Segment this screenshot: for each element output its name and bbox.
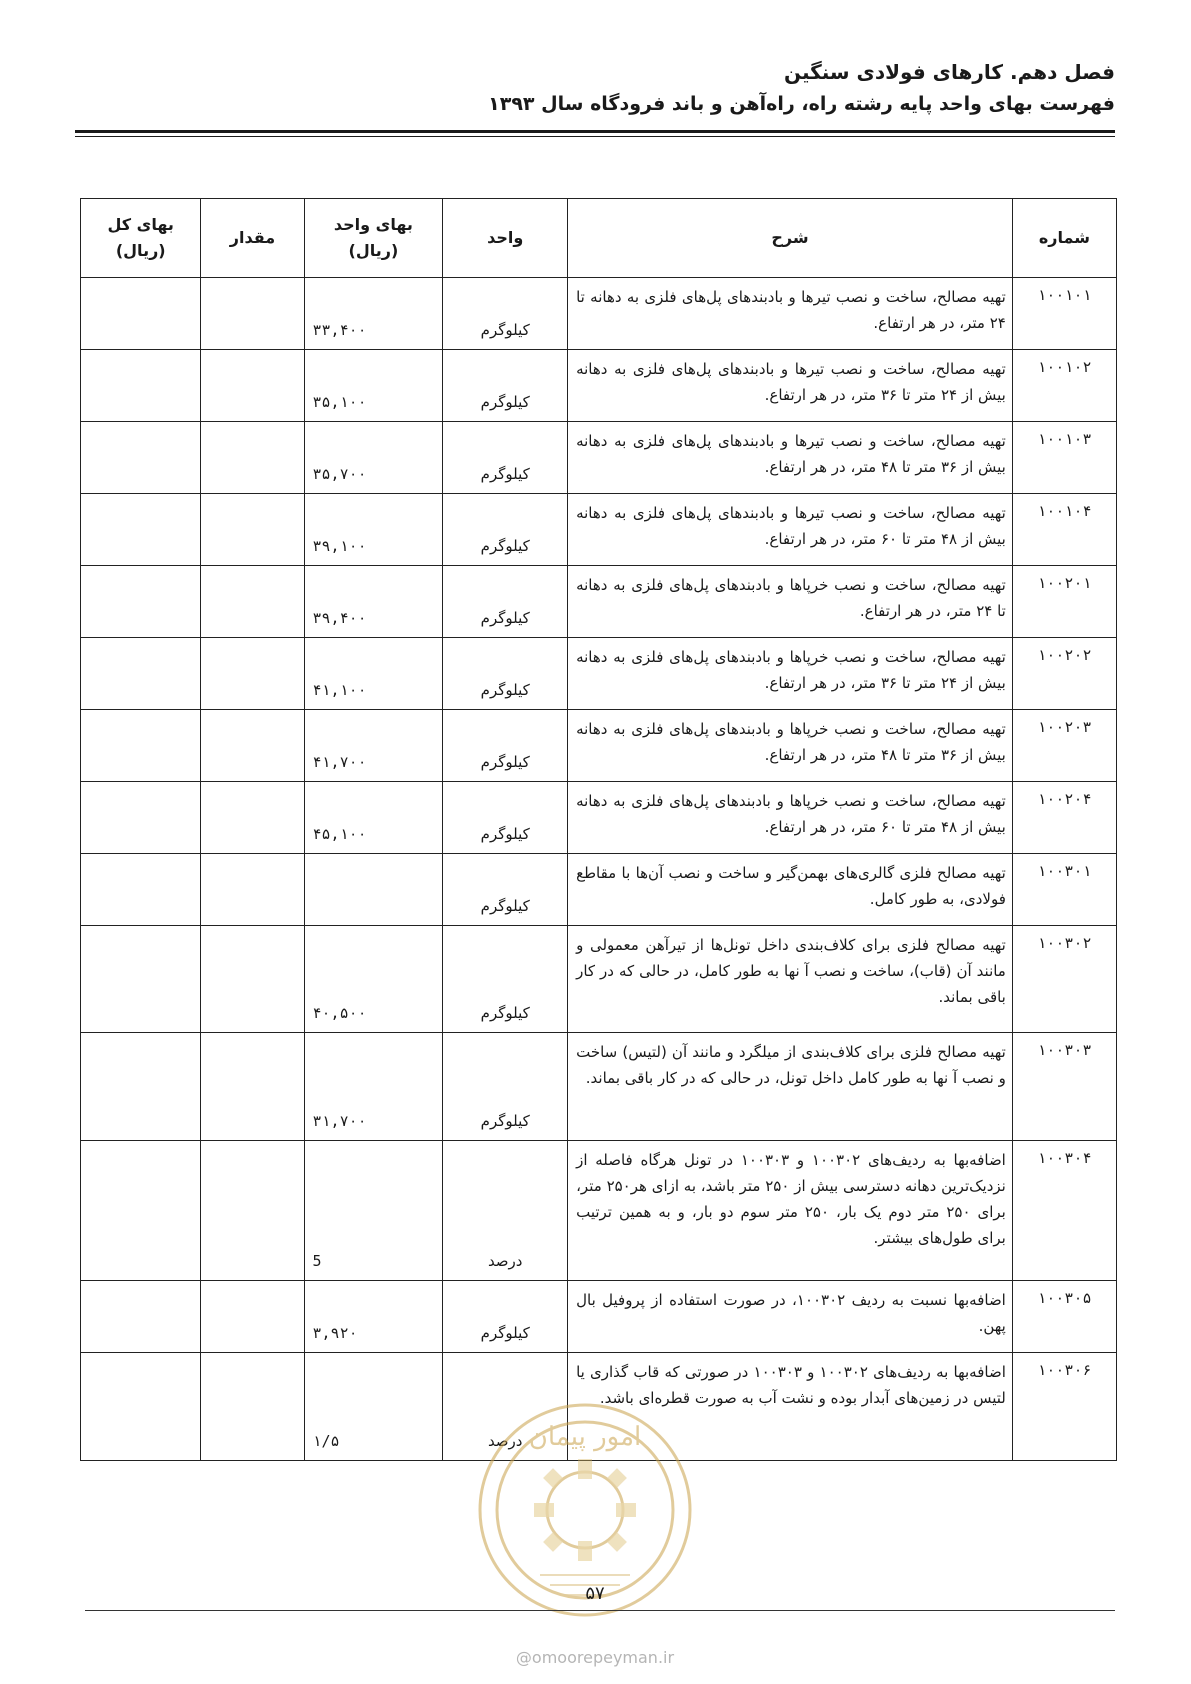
item-unit-price: ۴۵,۱۰۰ xyxy=(304,782,443,854)
item-total-price xyxy=(81,1281,201,1353)
item-total-price xyxy=(81,1353,201,1461)
item-description: اضافه‌بها نسبت به ردیف ۱۰۰۳۰۲، در صورت استفاده از پروفیل بال پهن. xyxy=(568,1281,1013,1353)
item-unit-price: ۳۳,۴۰۰ xyxy=(304,278,443,350)
item-total-price xyxy=(81,278,201,350)
item-unit-price: ۳۹,۱۰۰ xyxy=(304,494,443,566)
column-header-number: شماره xyxy=(1012,199,1116,278)
item-unit: کیلوگرم xyxy=(443,350,568,422)
item-number: ۱۰۰۱۰۳ xyxy=(1012,422,1116,494)
column-header-unit-price xyxy=(304,199,443,278)
column-header-description: شرح xyxy=(568,199,1013,278)
item-description: تهیه مصالح، ساخت و نصب تیرها و بادبندهای پل‌های فلزی به دهانه بیش از ۴۸ متر تا ۶۰ متر، در هر ارتفاع. xyxy=(568,494,1013,566)
item-total-price xyxy=(81,782,201,854)
item-unit: کیلوگرم xyxy=(443,494,568,566)
item-number: ۱۰۰۳۰۵ xyxy=(1012,1281,1116,1353)
item-quantity xyxy=(201,926,304,1033)
item-unit-price xyxy=(304,854,443,926)
item-quantity xyxy=(201,782,304,854)
table-row xyxy=(81,1033,1117,1141)
item-quantity xyxy=(201,566,304,638)
total-price-currency: (ریال) xyxy=(115,241,166,260)
item-description: تهیه مصالح، ساخت و نصب تیرها و بادبندهای پل‌های فلزی به دهانه تا ۲۴ متر، در هر ارتفاع. xyxy=(568,278,1013,350)
item-quantity xyxy=(201,638,304,710)
item-unit-price: ۳۵,۷۰۰ xyxy=(304,422,443,494)
item-number: ۱۰۰۲۰۴ xyxy=(1012,782,1116,854)
item-description: تهیه مصالح، ساخت و نصب خرپاها و بادبندهای پل‌های فلزی به دهانه تا ۲۴ متر، در هر ارتفاع. xyxy=(568,566,1013,638)
item-unit-price: ۳۹,۴۰۰ xyxy=(304,566,443,638)
item-description: اضافه‌بها به ردیف‌های ۱۰۰۳۰۲ و ۱۰۰۳۰۳ در تونل هرگاه فاصله از نزدیک‌ترین دهانه دسترسی بیش از ۲۵۰ متر باشد، به ازای هر۲۵۰ متر، برای ۲۵۰ متر دوم یک بار، ۲۵۰ متر سوم دو بار، و به همین ترتیب برای طول‌های بیشتر. xyxy=(568,1141,1013,1281)
item-number: ۱۰۰۲۰۱ xyxy=(1012,566,1116,638)
page-header xyxy=(75,56,1115,120)
item-unit: درصد xyxy=(443,1141,568,1281)
item-number: ۱۰۰۳۰۱ xyxy=(1012,854,1116,926)
table-row xyxy=(81,710,1117,782)
item-number: ۱۰۰۲۰۳ xyxy=(1012,710,1116,782)
item-total-price xyxy=(81,710,201,782)
item-unit: کیلوگرم xyxy=(443,926,568,1033)
item-total-price xyxy=(81,854,201,926)
column-header-total-price xyxy=(81,199,201,278)
table-row xyxy=(81,422,1117,494)
item-unit: کیلوگرم xyxy=(443,278,568,350)
item-number: ۱۰۰۳۰۲ xyxy=(1012,926,1116,1033)
header-divider-thick xyxy=(75,130,1115,133)
item-unit-price: ۱/۵ xyxy=(304,1353,443,1461)
seal-text: امور پیمان xyxy=(528,1422,642,1452)
table-row xyxy=(81,638,1117,710)
item-quantity xyxy=(201,422,304,494)
item-quantity xyxy=(201,1353,304,1461)
item-description: تهیه مصالح، ساخت و نصب تیرها و بادبندهای پل‌های فلزی به دهانه بیش از ۲۴ متر تا ۳۶ متر، در هر ارتفاع. xyxy=(568,350,1013,422)
item-number: ۱۰۰۳۰۶ xyxy=(1012,1353,1116,1461)
item-description: تهیه مصالح، ساخت و نصب تیرها و بادبندهای پل‌های فلزی به دهانه بیش از ۳۶ متر تا ۴۸ متر، در هر ارتفاع. xyxy=(568,422,1013,494)
footer-divider xyxy=(85,1610,1115,1611)
item-unit-price: 5 xyxy=(304,1141,443,1281)
item-quantity xyxy=(201,1281,304,1353)
table-header-row xyxy=(81,199,1117,278)
item-unit: کیلوگرم xyxy=(443,638,568,710)
table-row xyxy=(81,854,1117,926)
item-unit: کیلوگرم xyxy=(443,854,568,926)
item-quantity xyxy=(201,1033,304,1141)
item-description: تهیه مصالح، ساخت و نصب خرپاها و بادبندهای پل‌های فلزی به دهانه بیش از ۲۴ متر تا ۳۶ متر، در هر ارتفاع. xyxy=(568,638,1013,710)
item-unit-price: ۴۱,۷۰۰ xyxy=(304,710,443,782)
item-unit: کیلوگرم xyxy=(443,566,568,638)
unit-price-currency: (ریال) xyxy=(348,241,399,260)
item-total-price xyxy=(81,638,201,710)
item-quantity xyxy=(201,710,304,782)
item-unit-price: ۴۰,۵۰۰ xyxy=(304,926,443,1033)
item-number: ۱۰۰۱۰۲ xyxy=(1012,350,1116,422)
table-row xyxy=(81,494,1117,566)
item-unit: درصد xyxy=(443,1353,568,1461)
item-unit-price: ۴۱,۱۰۰ xyxy=(304,638,443,710)
item-unit: کیلوگرم xyxy=(443,422,568,494)
total-price-label: بهای کل xyxy=(107,215,174,234)
item-total-price xyxy=(81,422,201,494)
item-number: ۱۰۰۲۰۲ xyxy=(1012,638,1116,710)
item-total-price xyxy=(81,350,201,422)
item-unit: کیلوگرم xyxy=(443,710,568,782)
item-total-price xyxy=(81,566,201,638)
item-quantity xyxy=(201,854,304,926)
table-row xyxy=(81,566,1117,638)
item-number: ۱۰۰۱۰۴ xyxy=(1012,494,1116,566)
item-unit: کیلوگرم xyxy=(443,1033,568,1141)
item-quantity xyxy=(201,494,304,566)
item-total-price xyxy=(81,494,201,566)
chapter-title: فصل دهم. کارهای فولادی سنگین xyxy=(783,60,1115,84)
item-description: تهیه مصالح فلزی گالری‌های بهمن‌گیر و ساخت و نصب آن‌ها با مقاطع فولادی، به طور کامل. xyxy=(568,854,1013,926)
column-header-quantity: مقدار xyxy=(201,199,304,278)
item-description: تهیه مصالح فلزی برای کلاف‌بندی داخل تونل‌ها از تیرآهن معمولی و مانند آن (قاب)، ساخت و نصب آ نها به طور کامل، در حالی که در کار باقی بماند. xyxy=(568,926,1013,1033)
item-unit: کیلوگرم xyxy=(443,1281,568,1353)
header-divider-thin xyxy=(75,136,1115,137)
item-description: تهیه مصالح، ساخت و نصب خرپاها و بادبندهای پل‌های فلزی به دهانه بیش از ۴۸ متر تا ۶۰ متر، در هر ارتفاع. xyxy=(568,782,1013,854)
price-list-table xyxy=(80,198,1117,1461)
list-title: فهرست بهای واحد پایه رشته راه، راه‌آهن و باند فرودگاه سال ۱۳۹۳ xyxy=(488,93,1115,115)
column-header-unit: واحد xyxy=(443,199,568,278)
item-unit: کیلوگرم xyxy=(443,782,568,854)
table-row xyxy=(81,1281,1117,1353)
item-total-price xyxy=(81,1141,201,1281)
item-description: تهیه مصالح فلزی برای کلاف‌بندی از میلگرد و مانند آن (لتیس) ساخت و نصب آ نها به طور کامل داخل تونل، در حالی که در کار باقی بماند. xyxy=(568,1033,1013,1141)
page-number: ۵۷ xyxy=(585,1583,605,1604)
item-description: اضافه‌بها به ردیف‌های ۱۰۰۳۰۲ و ۱۰۰۳۰۳ در صورتی که قاب گذاری یا لتیس در زمین‌های آبدار بوده و نشت آب به صورت قطره‌ای باشد. xyxy=(568,1353,1013,1461)
item-number: ۱۰۰۱۰۱ xyxy=(1012,278,1116,350)
item-unit-price: ۳,۹۲۰ xyxy=(304,1281,443,1353)
item-number: ۱۰۰۳۰۳ xyxy=(1012,1033,1116,1141)
item-quantity xyxy=(201,1141,304,1281)
item-quantity xyxy=(201,350,304,422)
table-row xyxy=(81,1141,1117,1281)
item-total-price xyxy=(81,926,201,1033)
watermark-url: @omoorepeyman.ir xyxy=(515,1648,675,1667)
item-quantity xyxy=(201,278,304,350)
table-row xyxy=(81,278,1117,350)
item-number: ۱۰۰۳۰۴ xyxy=(1012,1141,1116,1281)
table-row xyxy=(81,782,1117,854)
unit-price-label: بهای واحد xyxy=(333,215,413,234)
table-row xyxy=(81,926,1117,1033)
item-unit-price: ۳۵,۱۰۰ xyxy=(304,350,443,422)
item-total-price xyxy=(81,1033,201,1141)
item-unit-price: ۳۱,۷۰۰ xyxy=(304,1033,443,1141)
table-row xyxy=(81,350,1117,422)
item-description: تهیه مصالح، ساخت و نصب خرپاها و بادبندهای پل‌های فلزی به دهانه بیش از ۳۶ متر تا ۴۸ متر، در هر ارتفاع. xyxy=(568,710,1013,782)
